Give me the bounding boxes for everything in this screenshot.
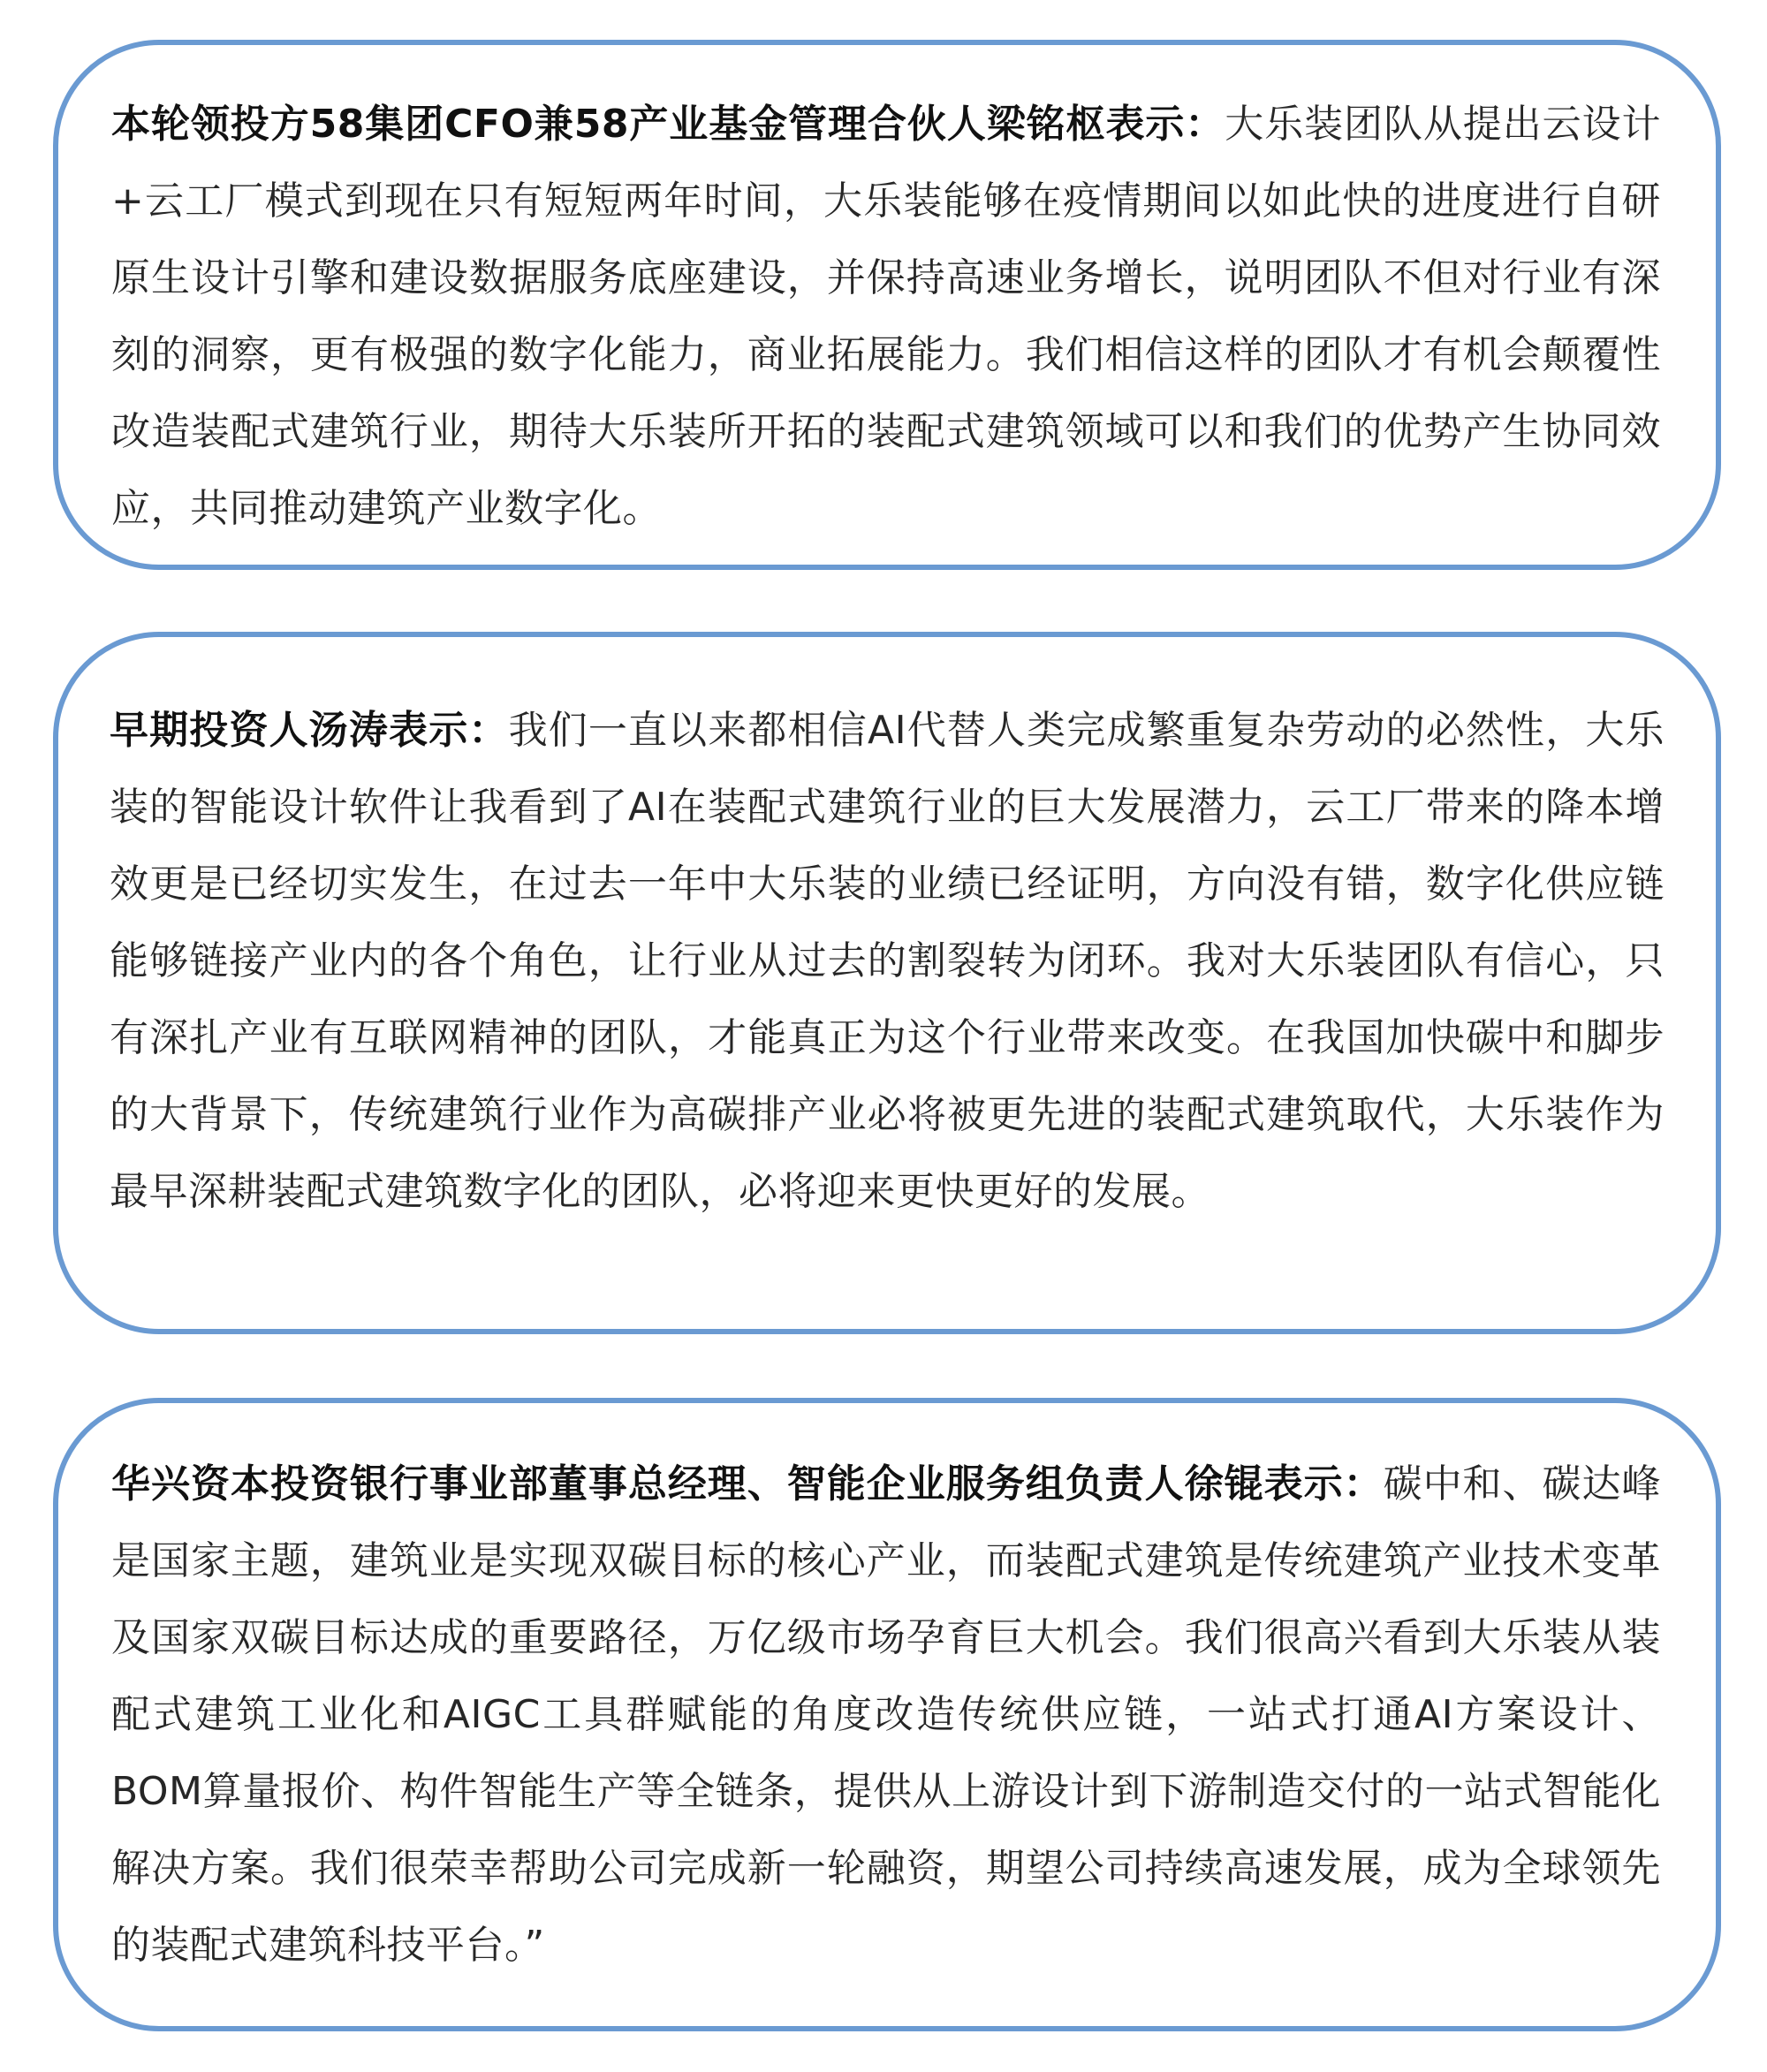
quote-paragraph xyxy=(111,86,1661,547)
quote-paragraph xyxy=(111,1446,1661,1984)
quote-statement: 碳中和、碳达峰是国家主题，建筑业是实现双碳目标的核心产业，而装配式建筑是传统建筑产业技术变革及国家双碳目标达成的重要路径，万亿级市场孕育巨大机会。我们很高兴看到大乐装从装配式建筑工业化和AIGC工具群赋能的角度改造传统供应链，一站式打通AI方案设计、BOM算量报价、构件智能生产等全链条，提供从上游设计到下游制造交付的一站式智能化解决方案。我们很荣幸帮助公司完成新一轮融资，期望公司持续高速发展，成为全球领先的装配式建筑科技平台。” xyxy=(111,1461,1661,1968)
quote-box-lead-investor xyxy=(53,40,1721,570)
quote-statement: 大乐装团队从提出云设计+云工厂模式到现在只有短短两年时间，大乐装能够在疫情期间以如此快的进度进行自研原生设计引擎和建设数据服务底座建设，并保持高速业务增长，说明团队不但对行业有深刻的洞察，更有极强的数字化能力，商业拓展能力。我们相信这样的团队才有机会颠覆性改造装配式建筑行业，期待大乐装所开拓的装配式建筑领域可以和我们的优势产生协同效应，共同推动建筑产业数字化。 xyxy=(111,102,1661,531)
quote-box-early-investor xyxy=(53,632,1721,1334)
quote-speaker: 华兴资本投资银行事业部董事总经理、智能企业服务组负责人徐锟表示： xyxy=(111,1461,1384,1507)
quote-speaker: 早期投资人汤涛表示： xyxy=(110,708,509,753)
quote-paragraph xyxy=(110,692,1665,1230)
quote-speaker: 本轮领投方58集团CFO兼58产业基金管理合伙人梁铭枢表示： xyxy=(111,102,1225,147)
quote-box-advisor xyxy=(53,1398,1721,2031)
quote-statement: 我们一直以来都相信AI代替人类完成繁重复杂劳动的必然性，大乐装的智能设计软件让我看到了AI在装配式建筑行业的巨大发展潜力，云工厂带来的降本增效更是已经切实发生，在过去一年中大乐装的业绩已经证明，方向没有错，数字化供应链能够链接产业内的各个角色，让行业从过去的割裂转为闭环。我对大乐装团队有信心，只有深扎产业有互联网精神的团队，才能真正为这个行业带来改变。在我国加快碳中和脚步的大背景下，传统建筑行业作为高碳排产业必将被更先进的装配式建筑取代，大乐装作为最早深耕装配式建筑数字化的团队，必将迎来更快更好的发展。 xyxy=(110,708,1665,1214)
